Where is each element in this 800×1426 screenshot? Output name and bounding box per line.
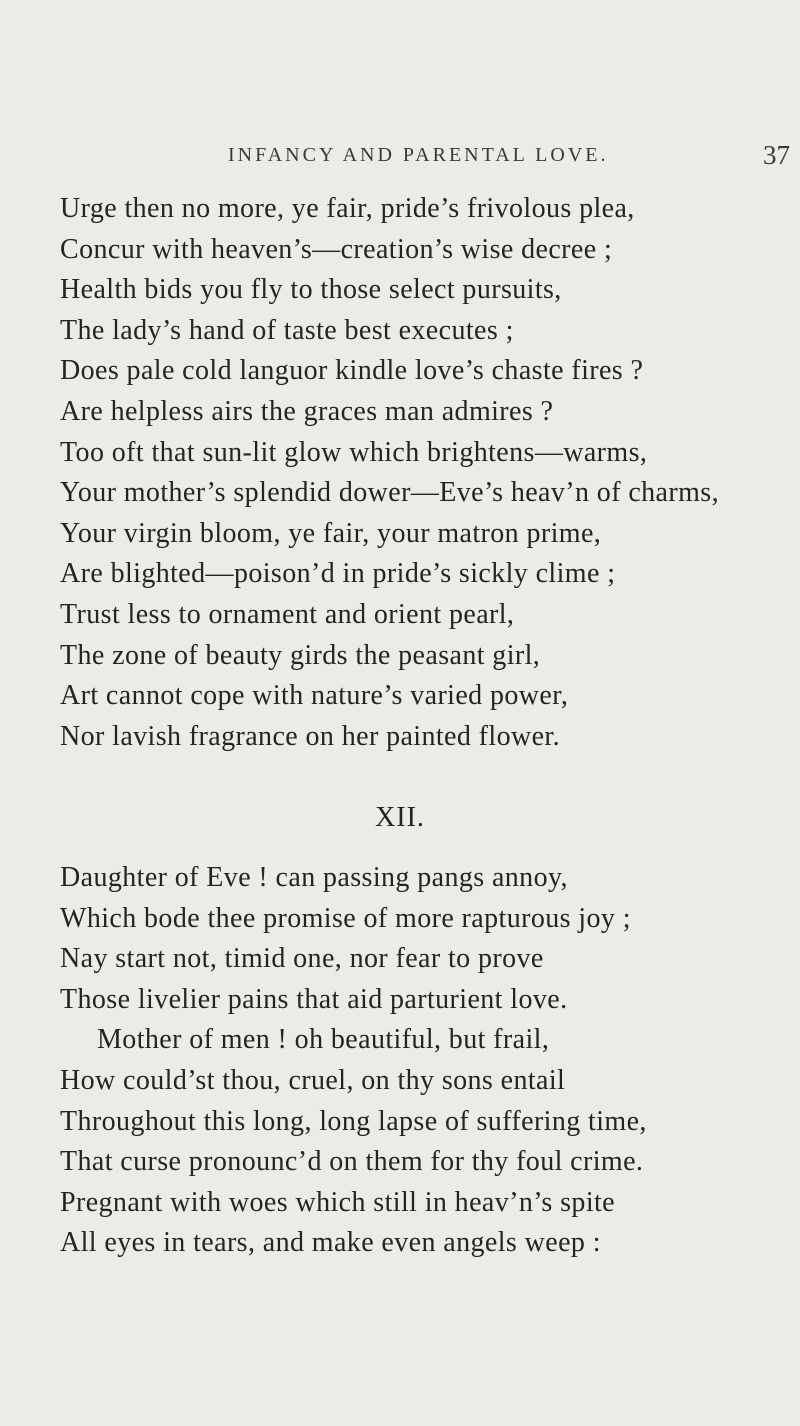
verse-line: All eyes in tears, and make even angels weep : (60, 1227, 601, 1259)
verse-line: How could’st thou, cruel, on thy sons entail (60, 1064, 566, 1096)
page-header (0, 140, 800, 180)
verse-line: The lady’s hand of taste best executes ; (60, 314, 514, 346)
verse-line: Which bode thee promise of more rapturous joy ; (60, 902, 631, 934)
verse-line: Are helpless airs the graces man admires ? (60, 395, 554, 427)
verse-line: Daughter of Eve ! can passing pangs annoy, (60, 862, 568, 893)
verse-line: Mother of men ! oh beautiful, but frail, (97, 1024, 550, 1056)
running-title: INFANCY AND PARENTAL LOVE. (228, 144, 609, 166)
verse-line: Those livelier pains that aid parturient love. (60, 983, 568, 1015)
verse-line: Does pale cold languor kindle love’s chaste fires ? (60, 355, 644, 387)
verse-line: Too oft that sun-lit glow which brightens—warms, (60, 436, 648, 468)
stanza-xii (60, 858, 795, 1264)
verse-line: Urge then no more, ye fair, pride’s frivolous plea, (60, 193, 635, 224)
verse-line: Art cannot cope with nature’s varied power, (60, 680, 569, 712)
verse-line: Throughout this long, long lapse of suffering time, (60, 1105, 647, 1137)
verse-line: Nay start not, timid one, nor fear to prove (60, 943, 544, 975)
verse-line: Concur with heaven’s—creation’s wise decree ; (60, 233, 613, 265)
verse-line: Trust less to ornament and orient pearl, (60, 598, 515, 630)
verse-line: Health bids you fly to those select pursuits, (60, 274, 562, 306)
verse-line: That curse pronounc’d on them for thy foul crime. (60, 1146, 644, 1178)
stanza-xi (60, 189, 795, 757)
page-number: 37 (763, 140, 790, 170)
verse-line: Your mother’s splendid dower—Eve’s heav’n of charms, (60, 477, 719, 509)
verse-line: Are blighted—poison’d in pride’s sickly clime ; (60, 558, 616, 590)
verse-line: Nor lavish fragrance on her painted flower. (60, 720, 561, 752)
section-heading: XII. (375, 802, 425, 833)
verse-line: The zone of beauty girds the peasant girl, (60, 639, 541, 671)
verse-line: Your virgin bloom, ye fair, your matron prime, (60, 517, 602, 549)
verse-line: Pregnant with woes which still in heav’n’s spite (60, 1186, 616, 1218)
